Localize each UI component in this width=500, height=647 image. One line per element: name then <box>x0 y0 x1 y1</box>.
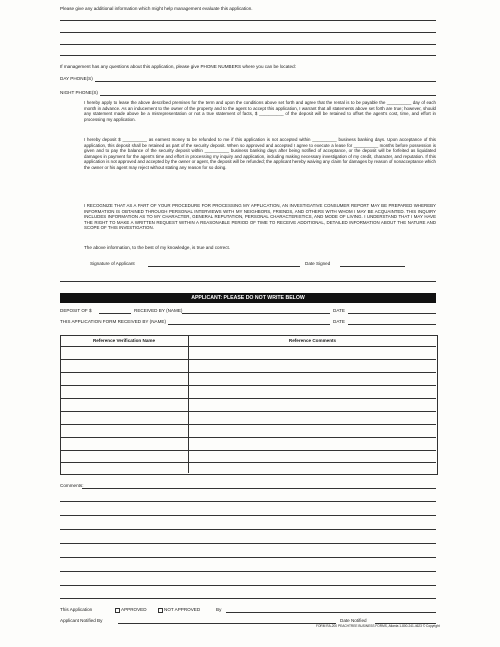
comments-line[interactable] <box>60 557 436 558</box>
additional-info-line-3[interactable] <box>60 44 436 45</box>
consumer-report-paragraph: I RECOGNIZE THAT AS A PART OF YOUR PROCEDURE FOR PROCESSING MY APPLICATION, AN INVESTIGATIVE CONSUMER REPORT MAY BE PREPARED WHEREBY INFORMATION IS OBTAINED THROUGH PERSONAL INTERVIEWS WITH MY NEIGHBORS, FRIENDS, AND OTHERS WITH WHOM I MAY BE ACQUAINTED. THIS INQUIRY INCLUDES INFORMATION AS TO MY CHARACTER, GENERAL REPUTATION, PERSONAL CHARACTERISTICS, AND MODE OF LIVING. I UNDERSTAND THAT I MAY HAVE THE RIGHT TO MAKE A WRITTEN REQUEST WITHIN A REASONABLE PERIOD OF TIME TO RECEIVE ADDITIONAL, DETAILED INFORMATION ABOUT THE NATURE AND SCOPE OF THIS INVESTIGATION. <box>84 203 436 230</box>
additional-info-prompt: Please give any additional information which might help management evaluate this application. <box>60 6 253 11</box>
certification-text: The above information, to the best of my knowledge, is true and correct. <box>84 245 231 250</box>
deposit-date-label: DATE <box>333 308 345 313</box>
lease-paragraph: I hereby apply to lease the above described premises for the term and upon the conditions above set forth and agree that the rental is to be payable the __________ day of each month in advance. As an inducement to the owner of the property and to the agent to accept this application, I warrant that all statements above set forth are true; however, should any statement made above be a misrepresentation or not a true statement of facts, $ __________ of the deposit will be retained to offset the agent's cost, time, and effort in processing my application. <box>84 100 436 122</box>
comments-label: Comments: <box>60 483 84 488</box>
form-received-label: THIS APPLICATION FORM RECEIVED BY (NAME) <box>60 319 167 324</box>
comments-line[interactable] <box>60 598 436 599</box>
signature-field[interactable] <box>148 266 300 267</box>
date-notified-label: Date Notified <box>340 618 367 623</box>
table-row[interactable] <box>60 359 436 360</box>
office-use-banner: APPLICANT: PLEASE DO NOT WRITE BELOW <box>60 293 436 303</box>
approval-by-field[interactable] <box>226 612 436 613</box>
table-row[interactable] <box>60 385 436 386</box>
deposit-amount-field[interactable] <box>99 313 131 314</box>
table-row[interactable] <box>60 450 436 451</box>
approved-checkbox[interactable] <box>115 608 120 613</box>
night-phone-label: NIGHT PHONE(S) <box>60 90 98 95</box>
form-received-field[interactable] <box>168 324 330 325</box>
reference-table <box>60 335 438 475</box>
table-row[interactable] <box>60 424 436 425</box>
comments-line[interactable] <box>82 488 436 489</box>
day-phone-field[interactable] <box>95 81 436 82</box>
form-received-date-label: DATE <box>333 319 345 324</box>
not-approved-label: NOT APPROVED <box>164 607 201 612</box>
additional-info-line-1[interactable] <box>60 20 436 21</box>
received-by-label: RECEIVED BY (NAME) <box>134 308 183 313</box>
signature-label: Signature of Applicant <box>90 261 135 266</box>
deposit-of-label: DEPOSIT OF $ <box>60 308 92 313</box>
night-phone-field[interactable] <box>100 95 436 96</box>
reference-comments-header: Reference Comments <box>288 338 337 343</box>
comments-line[interactable] <box>60 585 436 586</box>
comments-line[interactable] <box>60 501 436 502</box>
not-approved-checkbox[interactable] <box>158 608 163 613</box>
deposit-date-field[interactable] <box>348 313 436 314</box>
form-footer: FORM RA-200 PEACHTREE BUSINESS FORMS, Atlanta 1-800-241-4623 © Copyright <box>316 624 440 628</box>
additional-info-line-4[interactable] <box>60 55 436 56</box>
table-header-rule <box>60 346 436 347</box>
received-by-field[interactable] <box>182 313 330 314</box>
date-signed-label: Date Signed <box>305 261 331 266</box>
comments-line[interactable] <box>60 571 436 572</box>
applicant-notified-field[interactable] <box>118 623 336 624</box>
approved-label: APPROVED <box>121 607 147 612</box>
section-divider <box>60 281 436 282</box>
form-received-date-field[interactable] <box>348 324 436 325</box>
comments-line[interactable] <box>60 515 436 516</box>
table-row[interactable] <box>60 462 436 463</box>
approval-by-label: By <box>216 607 222 612</box>
comments-line[interactable] <box>60 529 436 530</box>
table-row[interactable] <box>60 411 436 412</box>
table-row[interactable] <box>60 398 436 399</box>
applicant-notified-label: Applicant Notified By <box>60 618 103 623</box>
reference-name-header: Reference Verification Name <box>92 338 156 343</box>
table-row[interactable] <box>60 437 436 438</box>
deposit-paragraph: I hereby deposit $ __________ as earnest money to be refunded to me if this application is not accepted within __________ business banking days. Upon acceptance of this application, this deposit shall be retained as part of the security deposit. When so approved and accepted I agree to execute a lease for __________ months before possession is given and to pay the balance of the security deposit within __________ business banking days after being notified of acceptance, or the deposit will be forfeited as liquidated damages in payment for the agent's time and effort in processing my inquiry and application, including making necessary investigation of my credit, character, and reputation. If this application is not approved and accepted by the owner or agent, the deposit will be refunded; the applicant hereby waiving any claim for damages by reason of nonacceptance which the owner or his agent may reject without stating any reason for so doing. <box>84 137 436 170</box>
phone-prompt: If management has any questions about this application, please give PHONE NUMBERS where you can be located: <box>60 64 296 69</box>
comments-line[interactable] <box>60 543 436 544</box>
date-signed-field[interactable] <box>340 266 405 267</box>
additional-info-line-2[interactable] <box>60 32 436 33</box>
table-row[interactable] <box>60 372 436 373</box>
day-phone-label: DAY PHONE(S) <box>60 76 93 81</box>
this-application-label: This Application <box>60 607 93 612</box>
table-column-divider <box>188 335 189 473</box>
